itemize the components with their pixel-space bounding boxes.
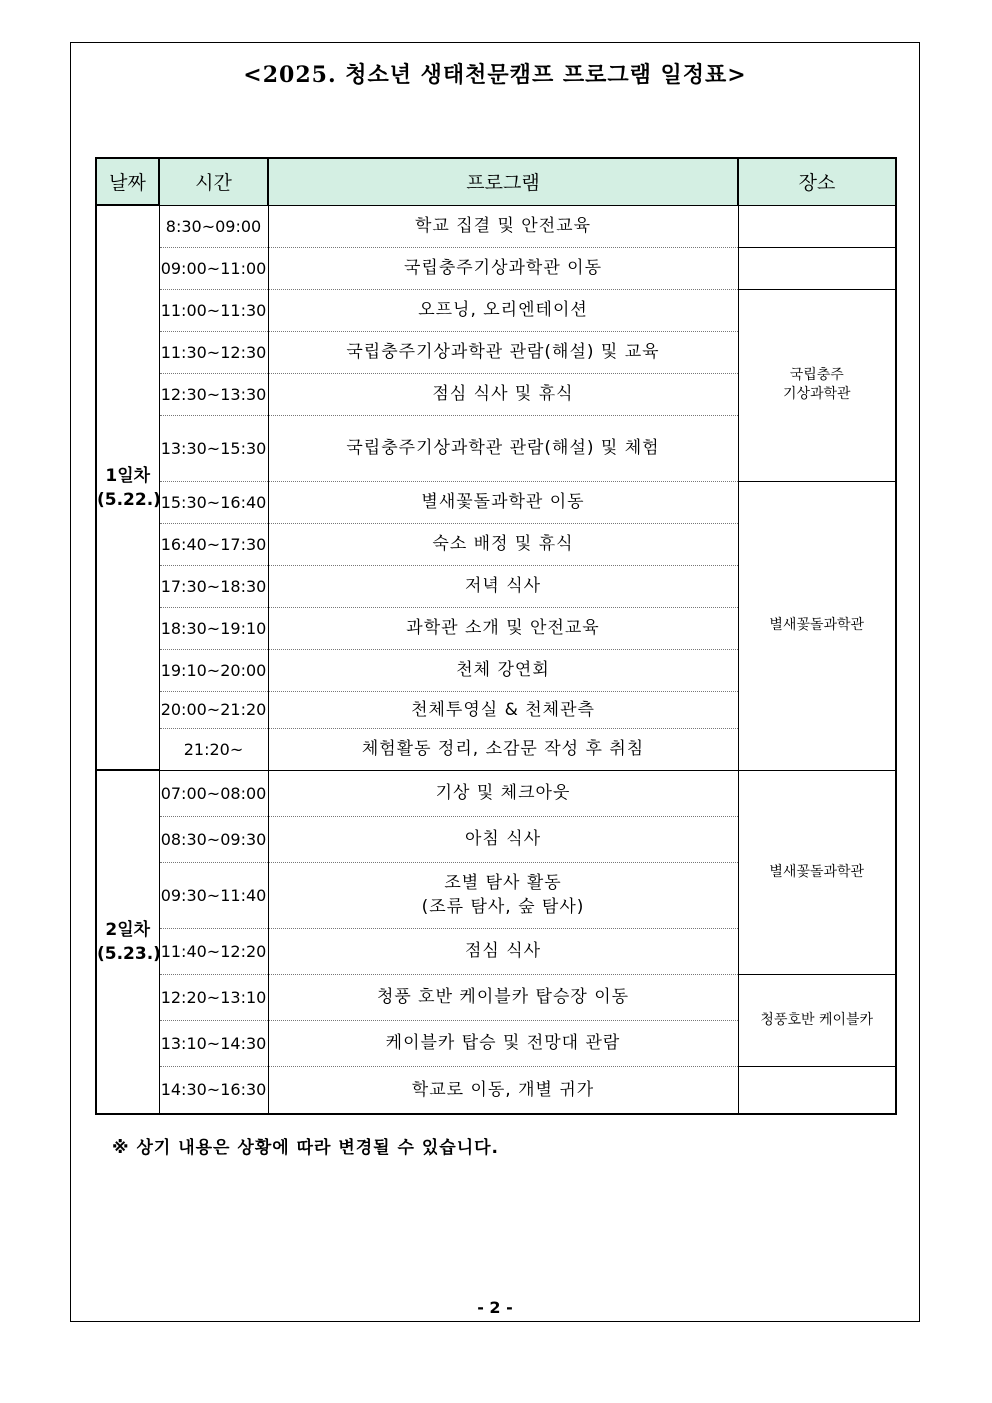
time-cell: 13:30~15:30 [159, 415, 268, 481]
place-cell-byeolsae-day1: 별새꽃돌과학관 [738, 481, 896, 770]
program-cell: 점심 식사 [268, 928, 738, 974]
program-cell: 학교로 이동, 개별 귀가 [268, 1066, 738, 1114]
program-cell: 과학관 소개 및 안전교육 [268, 607, 738, 649]
place-cell-empty [738, 247, 896, 289]
place-cell-cablecar: 청풍호반 케이블카 [738, 974, 896, 1066]
day1-label: 1일차 [105, 465, 151, 486]
page-number: - 2 - [477, 1298, 513, 1317]
time-cell: 19:10~20:00 [159, 649, 268, 691]
header-program: 프로그램 [268, 158, 738, 205]
time-cell: 12:30~13:30 [159, 373, 268, 415]
table-row [96, 205, 896, 247]
table-row [96, 481, 896, 523]
time-cell: 07:00~08:00 [159, 770, 268, 816]
program-cell: 케이블카 탑승 및 전망대 관람 [268, 1020, 738, 1066]
time-cell: 11:30~12:30 [159, 331, 268, 373]
time-cell: 8:30~09:00 [159, 205, 268, 247]
program-cell: 저녁 식사 [268, 565, 738, 607]
program-cell: 기상 및 체크아웃 [268, 770, 738, 816]
document-title: <2025. 청소년 생태천문캠프 프로그램 일정표> [243, 62, 747, 88]
day1-cell [96, 205, 159, 770]
schedule-note: ※ 상기 내용은 상황에 따라 변경될 수 있습니다. [112, 1138, 500, 1158]
time-cell: 20:00~21:20 [159, 691, 268, 728]
program-cell: 천체 강연회 [268, 649, 738, 691]
program-cell: 국립충주기상과학관 관람(해설) 및 체험 [268, 415, 738, 481]
day1-date: (5.22.) [97, 489, 161, 510]
time-cell: 12:20~13:10 [159, 974, 268, 1020]
program-cell: 오프닝, 오리엔테이션 [268, 289, 738, 331]
place-museum-line2: 기상과학관 [782, 386, 851, 402]
program-cell: 숙소 배정 및 휴식 [268, 523, 738, 565]
program-cell: 별새꽃돌과학관 이동 [268, 481, 738, 523]
program-cell: 국립충주기상과학관 이동 [268, 247, 738, 289]
place-cell-byeolsae-day2: 별새꽃돌과학관 [738, 770, 896, 974]
table-row [96, 770, 896, 816]
time-cell: 13:10~14:30 [159, 1020, 268, 1066]
day2-cell [96, 770, 159, 1114]
program-cell: 천체투영실 & 천체관측 [268, 691, 738, 728]
program-line1: 조별 탐사 활동 [444, 873, 562, 893]
place-cell-empty [738, 205, 896, 247]
program-line2: (조류 탐사, 숲 탐사) [421, 897, 585, 917]
time-cell: 16:40~17:30 [159, 523, 268, 565]
table-row [96, 1066, 896, 1114]
program-cell: 국립충주기상과학관 관람(해설) 및 교육 [268, 331, 738, 373]
time-cell: 21:20~ [159, 728, 268, 770]
table-header-row [96, 158, 896, 205]
program-cell: 체험활동 정리, 소감문 작성 후 취침 [268, 728, 738, 770]
place-museum-line1: 국립충주 [789, 367, 844, 383]
time-cell: 18:30~19:10 [159, 607, 268, 649]
schedule-table [95, 157, 897, 1115]
program-cell: 학교 집결 및 안전교육 [268, 205, 738, 247]
time-cell: 11:40~12:20 [159, 928, 268, 974]
header-place: 장소 [738, 158, 896, 205]
table-row [96, 974, 896, 1020]
table-row [96, 289, 896, 331]
place-cell-museum [738, 289, 896, 481]
time-cell: 17:30~18:30 [159, 565, 268, 607]
place-cell-empty [738, 1066, 896, 1114]
time-cell: 09:30~11:40 [159, 862, 268, 928]
header-time: 시간 [159, 158, 268, 205]
header-date: 날짜 [96, 158, 159, 205]
time-cell: 09:00~11:00 [159, 247, 268, 289]
program-cell [268, 862, 738, 928]
program-cell: 아침 식사 [268, 816, 738, 862]
program-cell: 청풍 호반 케이블카 탑승장 이동 [268, 974, 738, 1020]
time-cell: 14:30~16:30 [159, 1066, 268, 1114]
day2-date: (5.23.) [97, 944, 161, 964]
table-row [96, 247, 896, 289]
time-cell: 15:30~16:40 [159, 481, 268, 523]
time-cell: 08:30~09:30 [159, 816, 268, 862]
day2-label: 2일차 [105, 920, 151, 940]
program-cell: 점심 식사 및 휴식 [268, 373, 738, 415]
time-cell: 11:00~11:30 [159, 289, 268, 331]
